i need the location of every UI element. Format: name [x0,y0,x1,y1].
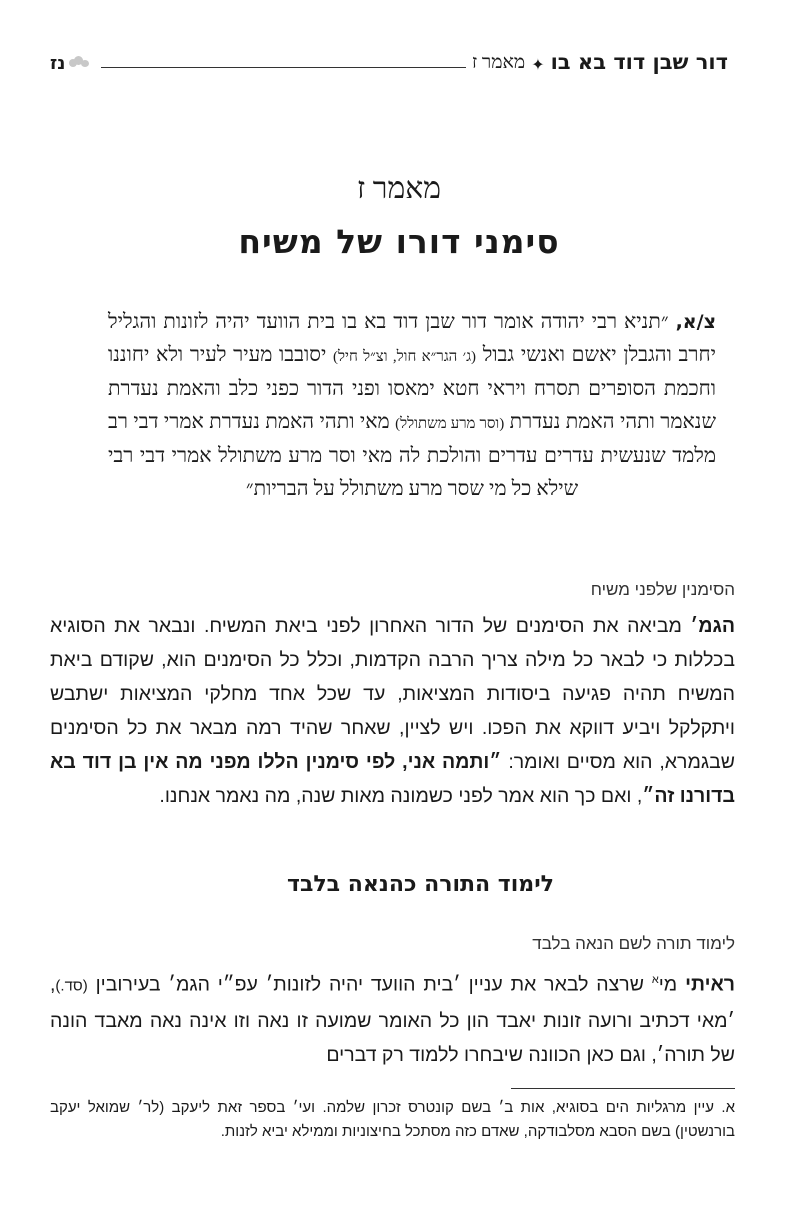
running-header [50,40,728,74]
quote-text-3: מאי ותהי האמת נעדרת אמרי דבי רב מלמד שנעשית עדרים עדרים והולכת לה מאי וסר מרע משתולל אמרי דבי רבי שילא כל מי שסר מרע משתולל על הבריות״ [108,410,716,500]
running-header-chapter: מאמר ז [471,52,526,73]
section2-text-1: מי [658,973,686,996]
quote-text-2: יסובבו מעיר לעיר ולא יחוננו וחכמת הסופרים תסרח ויראי חטא ימאסו ופני הדור כפני כלב והאמת נעדרת שנאמר ותהי האמת נעדרת [108,343,716,433]
section2-text-3: , ׳מאי דכתיב ורועה זונות יאבד הון כל האומר שמועה זו נאה וזו אינה נאה מאבד הונה של תורה׳, וגם כאן הכוונה שיבחרו ללמוד רק דברים [50,973,735,1066]
footnote-mark: א. [721,1099,735,1116]
section1-body [50,609,735,813]
quote-note-1: (ג׳ הגר״א חול, וצ״ל חיל) [333,348,477,365]
star-separator-icon: ✦ [531,55,545,74]
section1-bold-quote: ״ותמה אני, לפי סימנין הללו מפני מה אין בן דוד בא בדורנו זה״ [50,751,735,807]
running-header-book-title: דור שבן דוד בא בו [550,50,728,74]
footnote-text: עיין מרגליות הים בסוגיא, אות ב׳ בשם קונטרס זכרון שלמה. ועי׳ בספר זאת ליעקב (לר׳ שמואל יעקב בורנשטין) בשם הסבא מסלבודקה, שאדם כזה מסתכל בחיצוניות וממילא יביא לזנות. [50,1099,735,1140]
footnote-divider [511,1088,735,1089]
footnote-item [50,1096,735,1144]
section1-subhead: הסימנין שלפני משיח [590,580,735,599]
section2-ref: (סד.) [55,977,88,995]
quote-note-2: (וסר מרע משתולל) [395,415,505,432]
section2-heading: לימוד התורה כהנאה בלבד [287,872,554,897]
source-ref: צ/א, [675,311,716,333]
header-rule [101,67,466,68]
section1-lead-word: הגמ׳ [690,615,735,637]
section2-body [50,963,735,1072]
page-number: נז [50,53,66,74]
source-quote [108,306,716,505]
section2-lead-word: ראיתי [685,973,735,996]
section2-text-2: שרצה לבאר את עניין ׳בית הוועד יהיה לזונות׳ עפ״י הגמ׳ בעירובין [87,973,652,996]
footnote-marker[interactable]: א [651,974,659,986]
floral-ornament-icon [69,56,91,68]
section1-text-1: מביאה את הסימנים של הדור האחרון לפני ביאת המשיח. ונבאר את הסוגיא בכללות כי לבאר כל מילה צריך הרבה הקדמות, וכלל כל הסימנים הוא, שקודם ביאת המשיח תהיה פגיעה ביסודות המציאות, עד שכל אחד מחלקי המציאות ישתבש ויתקלקל ויביע דווקא את הפכו. ויש לציין, שאחר שהיד רמה מבאר את כל הסימנים שבגמרא, הוא מסיים ואומר: [50,615,735,773]
quote-text-1: ״תניא רבי יהודה אומר דור שבן דוד בא בו בית הוועד יהיה לזונות והגליל יחרב והגבלן יאשם ואנשי גבול [108,311,716,366]
section1-text-2: , ואם כך הוא אמר לפני כשמונה מאות שנה, מה נאמר אנחנו. [159,785,643,807]
section2-subhead: לימוד תורה לשם הנאה בלבד [532,934,735,953]
footnotes [50,1096,735,1144]
chapter-label: מאמר ז [356,172,442,205]
chapter-title: סימני דורו של משיח [238,222,560,261]
